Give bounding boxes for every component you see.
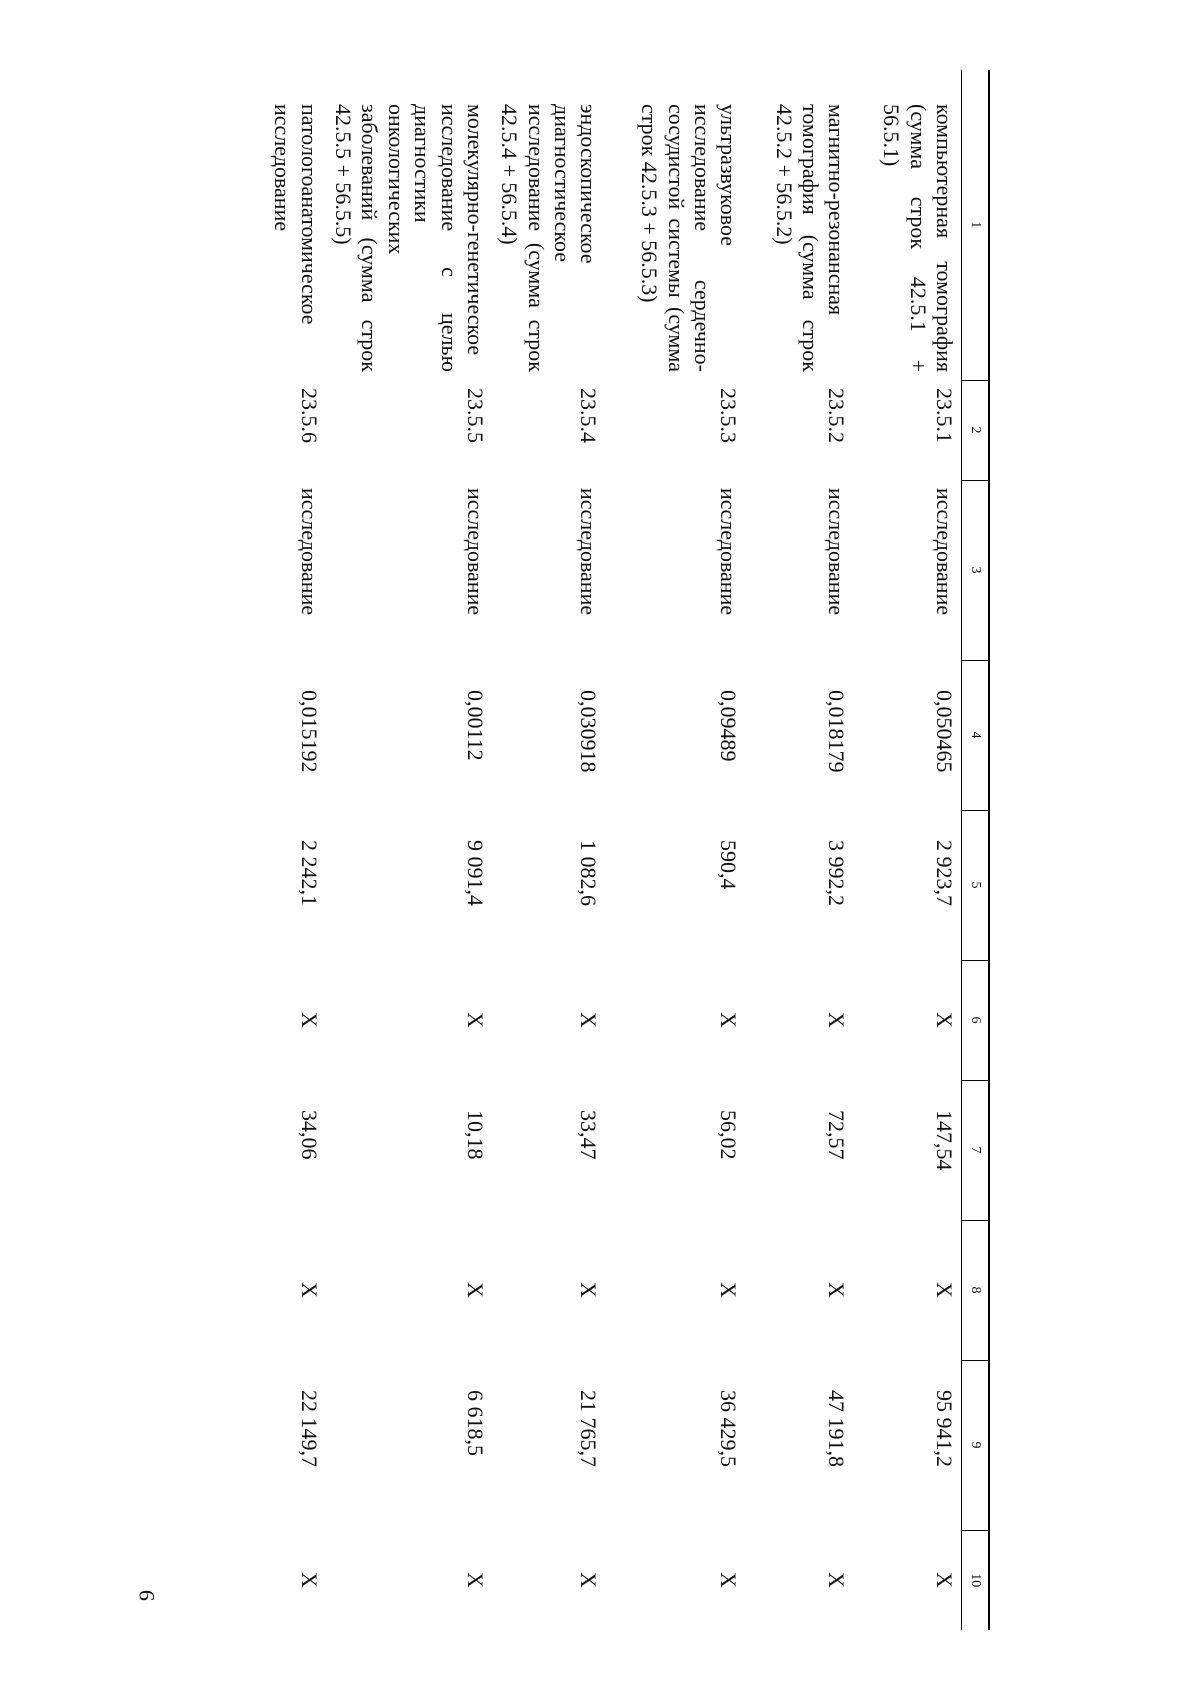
table-row xyxy=(606,70,746,1630)
row-code: 23.5.1 xyxy=(932,388,957,443)
table-row xyxy=(326,70,492,1630)
row-unit: исследование xyxy=(716,488,742,616)
row-col-8: X xyxy=(716,1282,742,1298)
row-name: магнитно-резонансная томография (сумма строк 42.5.2 + 56.5.2) xyxy=(771,104,850,372)
row-col-5: 3 992,2 xyxy=(824,840,850,906)
row-name: ультразвуковое исследование сердечно-сосудистой системы (сумма строк 42.5.3 + 56.5.3) xyxy=(637,104,742,372)
row-col-5: 1 082,6 xyxy=(576,840,602,906)
row-name: молекулярно-генетическое исследование с целью диагностики онкологических заболеваний (сумма строк 42.5.5 + 56.5.5) xyxy=(330,104,488,372)
header-col-5: 5 xyxy=(962,810,990,960)
row-unit: исследование xyxy=(932,488,957,616)
table-row xyxy=(854,70,962,1630)
header-col-9: 9 xyxy=(962,1360,990,1530)
row-name: патологоанатомическое исследование xyxy=(270,104,322,325)
row-col-5: 590,4 xyxy=(716,840,742,890)
row-col-5: 2 242,1 xyxy=(296,840,322,906)
row-col-7: 33,47 xyxy=(576,1110,602,1160)
row-code: 23.5.2 xyxy=(824,388,850,443)
row-name: эндоскопическое диагностическое исследование (сумма строк 42.5.4 + 56.5.4) xyxy=(497,104,602,372)
data-table xyxy=(246,70,990,1630)
row-col-9: 47 191,8 xyxy=(824,1390,850,1467)
table-row xyxy=(746,70,854,1630)
row-col-8: X xyxy=(824,1282,850,1298)
row-col-8: X xyxy=(932,1282,957,1298)
row-col-4: 0,00112 xyxy=(462,690,488,761)
header-col-10: 10 xyxy=(962,1530,990,1630)
row-col-6: X xyxy=(824,1012,850,1028)
row-col-4: 0,050465 xyxy=(932,690,957,773)
row-unit: исследование xyxy=(296,488,322,616)
row-col-6: X xyxy=(296,1012,322,1028)
row-col-8: X xyxy=(462,1282,488,1298)
row-col-6: X xyxy=(462,1012,488,1028)
row-col-9: 21 765,7 xyxy=(576,1390,602,1467)
header-row xyxy=(962,70,990,1630)
row-code: 23.5.6 xyxy=(296,388,322,443)
row-col-4: 0,015192 xyxy=(296,690,322,773)
page-number: 9 xyxy=(134,1590,159,1601)
table-row xyxy=(246,70,326,1630)
row-col-4: 0,030918 xyxy=(576,690,602,773)
row-col-7: 147,54 xyxy=(932,1110,957,1171)
row-col-10: X xyxy=(716,1572,742,1588)
row-code: 23.5.4 xyxy=(576,388,602,443)
row-col-6: X xyxy=(932,1012,957,1028)
row-col-7: 34,06 xyxy=(296,1110,322,1160)
row-code: 23.5.3 xyxy=(716,388,742,443)
row-col-10: X xyxy=(296,1572,322,1588)
row-name: компьютерная томография (сумма строк 42.5.1 + 56.5.1) xyxy=(879,104,957,372)
row-col-7: 72,57 xyxy=(824,1110,850,1160)
row-col-8: X xyxy=(576,1282,602,1298)
header-col-8: 8 xyxy=(962,1220,990,1360)
header-col-7: 7 xyxy=(962,1080,990,1220)
row-col-7: 56,02 xyxy=(716,1110,742,1160)
row-col-8: X xyxy=(296,1282,322,1298)
row-col-10: X xyxy=(576,1572,602,1588)
header-col-4: 4 xyxy=(962,660,990,810)
header-col-1: 1 xyxy=(962,70,990,380)
row-code: 23.5.5 xyxy=(462,388,488,443)
row-col-6: X xyxy=(716,1012,742,1028)
row-col-9: 36 429,5 xyxy=(716,1390,742,1467)
header-col-2: 2 xyxy=(962,380,990,480)
row-unit: исследование xyxy=(824,488,850,616)
header-col-6: 6 xyxy=(962,960,990,1080)
row-col-10: X xyxy=(824,1572,850,1588)
header-col-3: 3 xyxy=(962,480,990,660)
row-col-5: 9 091,4 xyxy=(462,840,488,906)
row-col-9: 6 618,5 xyxy=(462,1390,488,1456)
row-col-6: X xyxy=(576,1012,602,1028)
row-col-5: 2 923,7 xyxy=(932,840,957,906)
row-col-7: 10,18 xyxy=(462,1110,488,1160)
row-col-4: 0,018179 xyxy=(824,690,850,773)
row-col-9: 22 149,7 xyxy=(296,1390,322,1467)
row-col-4: 0,09489 xyxy=(716,690,742,762)
table-row xyxy=(492,70,606,1630)
row-unit: исследование xyxy=(462,488,488,616)
row-col-10: X xyxy=(932,1572,957,1588)
row-col-9: 95 941,2 xyxy=(932,1390,957,1467)
row-col-10: X xyxy=(462,1572,488,1588)
row-unit: исследование xyxy=(576,488,602,616)
